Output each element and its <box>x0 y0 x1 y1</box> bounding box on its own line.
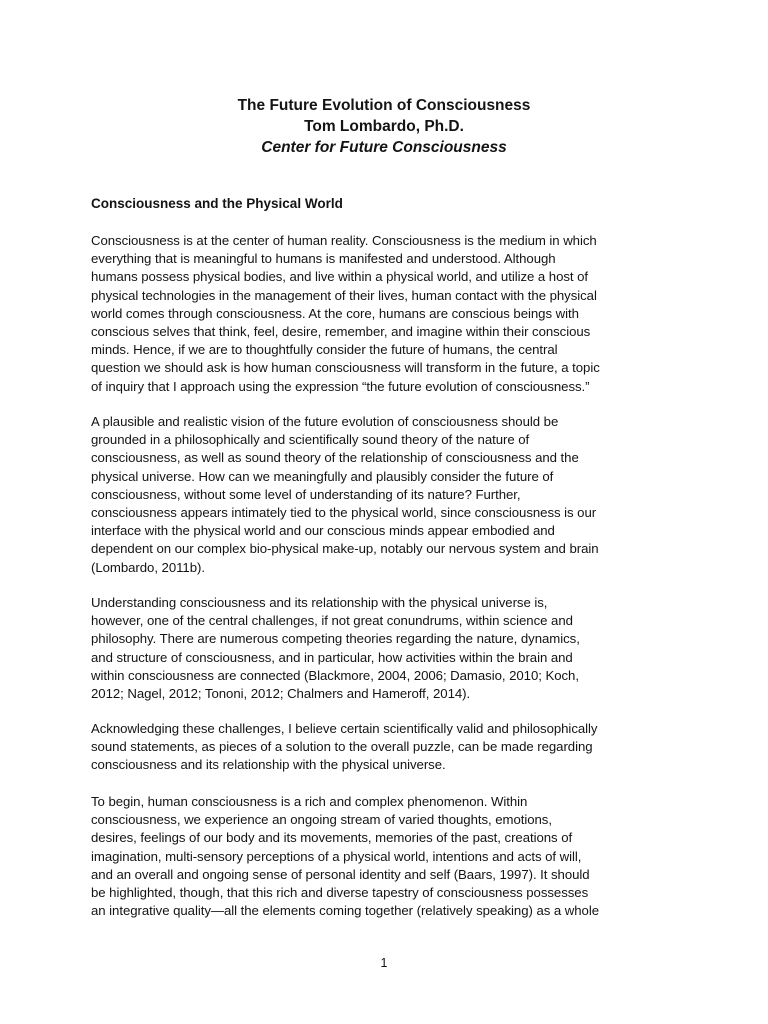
paragraph-line: dependent on our complex bio-physical make-up, notably our nervous system and brain <box>91 541 599 557</box>
paragraph-line: Understanding consciousness and its relationship with the physical universe is, <box>91 595 548 610</box>
paragraph-line: imagination, multi-sensory perceptions of a physical world, intentions and acts of will, <box>91 848 582 864</box>
paragraph-line: minds. Hence, if we are to thoughtfully consider the future of humans, the central <box>91 342 558 358</box>
paragraph-line: interface with the physical world and our conscious minds appear embodied and <box>91 523 555 539</box>
paragraph-line: consciousness, we experience an ongoing stream of varied thoughts, emotions, <box>91 812 552 828</box>
paragraph-line: physical universe. How can we meaningfully and plausibly consider the future of <box>91 468 554 484</box>
paragraph-line: Consciousness is at the center of human reality. Consciousness is the medium in which <box>91 233 597 248</box>
paragraph-line: within consciousness are connected (Blackmore, 2004, 2006; Damasio, 2010; Koch, <box>91 667 579 683</box>
paragraph-line: consciousness and its relationship with the physical universe. <box>91 757 446 773</box>
paragraph-line: Acknowledging these challenges, I believe certain scientifically valid and philosophically <box>91 721 598 736</box>
paragraph-4 <box>91 720 671 775</box>
paragraph-line: desires, feelings of our body and its movements, memories of the past, creations of <box>91 830 573 846</box>
paragraph-2 <box>91 413 671 577</box>
paragraph-line: consciousness appears intimately tied to the physical world, since consciousness is our <box>91 505 597 521</box>
section-heading: Consciousness and the Physical World <box>91 196 343 211</box>
paragraph-line: be highlighted, though, that this rich and diverse tapestry of consciousness possesses <box>91 885 589 901</box>
paragraph-line: question we should ask is how human consciousness will transform in the future, a topic <box>91 360 600 376</box>
paragraph-line: and an overall and ongoing sense of personal identity and self (Baars, 1997). It should <box>91 866 590 882</box>
paragraph-line: and structure of consciousness, and in particular, how activities within the brain and <box>91 649 573 665</box>
paragraph-5 <box>91 793 671 920</box>
paragraph-line: A plausible and realistic vision of the future evolution of consciousness should be <box>91 414 559 429</box>
title-block <box>0 95 768 158</box>
document-title: The Future Evolution of Consciousness <box>237 97 531 114</box>
paragraph-line: humans possess physical bodies, and live within a physical world, and utilize a host of <box>91 269 589 285</box>
paragraph-line: world comes through consciousness. At the core, humans are conscious beings with <box>91 305 579 321</box>
paragraph-line: grounded in a philosophically and scientifically sound theory of the nature of <box>91 432 530 448</box>
page-number: 1 <box>380 956 388 970</box>
paragraph-line: To begin, human consciousness is a rich and complex phenomenon. Within <box>91 794 528 809</box>
paragraph-line: of inquiry that I approach using the expression “the future evolution of consciousness.” <box>91 378 590 394</box>
paragraph-line: physical technologies in the management of their lives, human contact with the physical <box>91 287 597 303</box>
paragraph-line: everything that is meaningful to humans is manifested and understood. Although <box>91 251 556 267</box>
paragraph-1 <box>91 232 671 396</box>
paragraph-line: however, one of the central challenges, if not great conundrums, within science and <box>91 613 573 629</box>
paragraph-line: an integrative quality—all the elements coming together (relatively speaking) as a whole <box>91 903 599 919</box>
organization-name: Center for Future Consciousness <box>261 139 507 156</box>
paragraph-line: 2012; Nagel, 2012; Tononi, 2012; Chalmers and Hameroff, 2014). <box>91 686 471 702</box>
paragraph-line: consciousness, as well as sound theory of the relationship of consciousness and the <box>91 450 579 466</box>
paragraph-line: philosophy. There are numerous competing theories regarding the nature, dynamics, <box>91 631 580 647</box>
paragraph-line: sound statements, as pieces of a solution to the overall puzzle, can be made regarding <box>91 739 593 755</box>
paragraph-line: conscious selves that think, feel, desire, remember, and imagine within their conscious <box>91 324 591 340</box>
paragraph-line: (Lombardo, 2011b). <box>91 559 205 575</box>
paragraph-line: consciousness, without some level of understanding of its nature? Further, <box>91 486 521 502</box>
author-name: Tom Lombardo, Ph.D. <box>304 118 464 135</box>
paragraph-3 <box>91 594 671 703</box>
